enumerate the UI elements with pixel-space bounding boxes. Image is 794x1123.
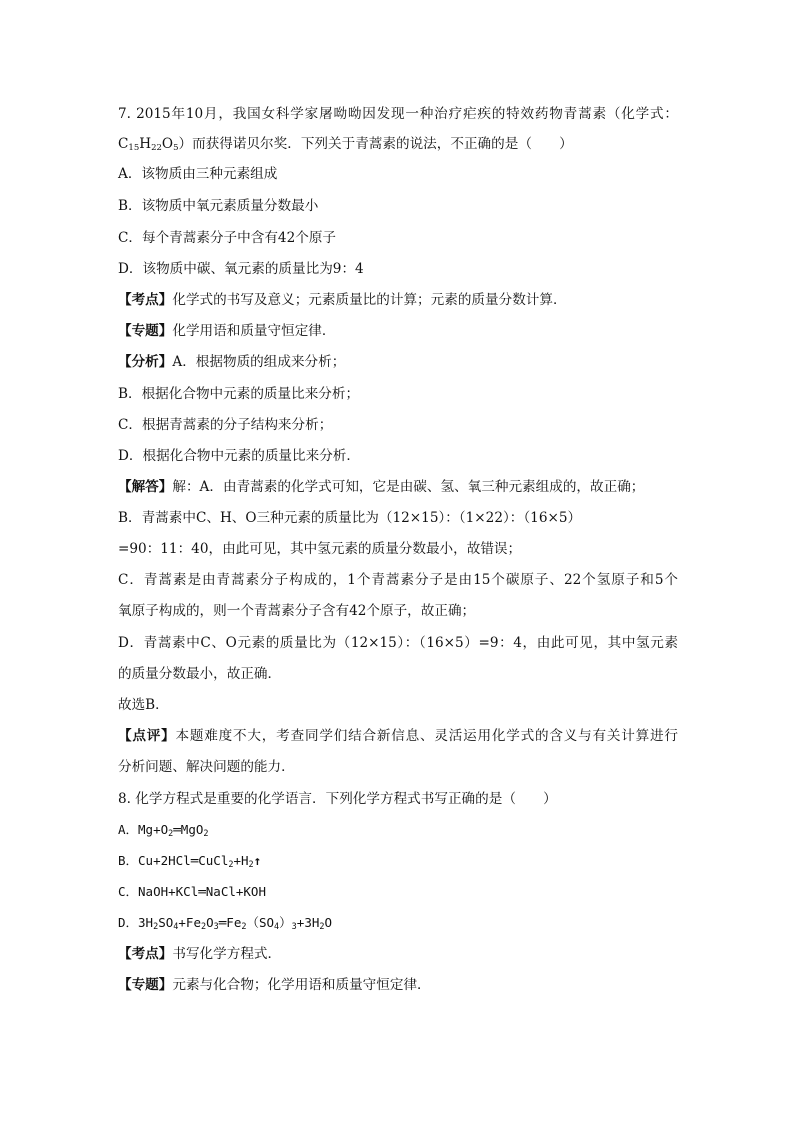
dianping-tag: 【点评】	[118, 728, 176, 744]
q7-jieda: 【解答】解：A．由青蒿素的化学式可知，它是由碳、氢、氧三种元素组成的，故正确；	[118, 479, 645, 495]
kaodian-tag: 【考点】	[118, 292, 173, 308]
q7-jieda-c1: C．青蒿素是由青蒿素分子构成的，1个青蒿素分子是由15个碳原子、22个氢原子和5个	[118, 572, 678, 588]
q7-fenxi-c: C．根据青蒿素的分子结构来分析；	[118, 417, 333, 433]
q7-option-b: B．该物质中氧元素质量分数最小	[118, 198, 319, 214]
fenxi-tag: 【分析】	[118, 354, 173, 370]
q7-stem-line1: 7. 2015年10月，我国女科学家屠呦呦因发现一种治疗疟疾的特效药物青蒿素（化学式：	[118, 106, 678, 122]
q8-option-a: A．$Mg+O_2═MgO_2$	[118, 822, 209, 839]
kaodian-tag: 【考点】	[118, 946, 173, 962]
q7-option-a: A．该物质由三种元素组成	[118, 166, 278, 182]
q7-jieda-d1: D．青蒿素中C、O元素的质量比为（12×15）：（16×5）=9：4，由此可见，其中氢元素	[118, 635, 678, 651]
zhuanti-tag: 【专题】	[118, 323, 173, 339]
q8-stem: 8. 化学方程式是重要的化学语言．下列化学方程式书写正确的是（ ）	[118, 791, 557, 807]
formula-o: O	[161, 136, 174, 152]
q7-option-c: C．每个青蒿素分子中含有42个原子	[118, 230, 337, 246]
zhuanti-tag: 【专题】	[118, 977, 173, 993]
formula-h: H	[139, 136, 152, 152]
q8-zhuanti: 【专题】元素与化合物；化学用语和质量守恒定律．	[118, 977, 431, 993]
q7-jieda-b1: B．青蒿素中C、H、O三种元素的质量比为（12×15）：（1×22）：（16×5）	[118, 510, 582, 526]
q7-jieda-d2: 的质量分数最小，故正确．	[118, 666, 282, 682]
q7-dianping-2: 分析问题、解决问题的能力．	[118, 759, 295, 775]
q7-stem-line2: $C_{15}H_{22}O_5$）而获得诺贝尔奖．下列关于青蒿素的说法，不正确的是（ ）	[118, 136, 573, 153]
formula-c: C	[118, 136, 129, 152]
gas-arrow-icon: ↑	[253, 853, 262, 868]
q8-kaodian: 【考点】书写化学方程式．	[118, 946, 282, 962]
q7-answer: 故选B．	[118, 697, 169, 713]
q7-zhuanti: 【专题】化学用语和质量守恒定律．	[118, 323, 336, 339]
q8-option-c: C．NaOH+KCl═NaCl+KOH	[118, 884, 266, 899]
q8-option-b: B．$Cu+2HCl═CuCl_2+H_2↑$	[118, 853, 262, 870]
q7-jieda-b2: =90：11：40，由此可见，其中氢元素的质量分数最小，故错误；	[118, 541, 522, 557]
jieda-tag: 【解答】	[118, 479, 173, 495]
q7-fenxi-d: D．根据化合物中元素的质量比来分析．	[118, 448, 360, 464]
q7-jieda-c2: 氧原子构成的，则一个青蒿素分子含有42个原子，故正确；	[118, 603, 476, 619]
q8-option-d: D．$3H_2SO_4+Fe_2O_3═Fe_2(SO_4)_3+3H_2O$	[118, 915, 333, 932]
q7-fenxi-b: B．根据化合物中元素的质量比来分析；	[118, 386, 360, 402]
q7-fenxi: 【分析】A．根据物质的组成来分析；	[118, 354, 346, 370]
q7-dianping: 【点评】本题难度不大，考查同学们结合新信息、灵活运用化学式的含义与有关计算进行	[118, 728, 679, 744]
q7-kaodian: 【考点】化学式的书写及意义；元素质量比的计算；元素的质量分数计算．	[118, 292, 567, 308]
q7-option-d: D．该物质中碳、氧元素的质量比为9：4	[118, 261, 364, 277]
